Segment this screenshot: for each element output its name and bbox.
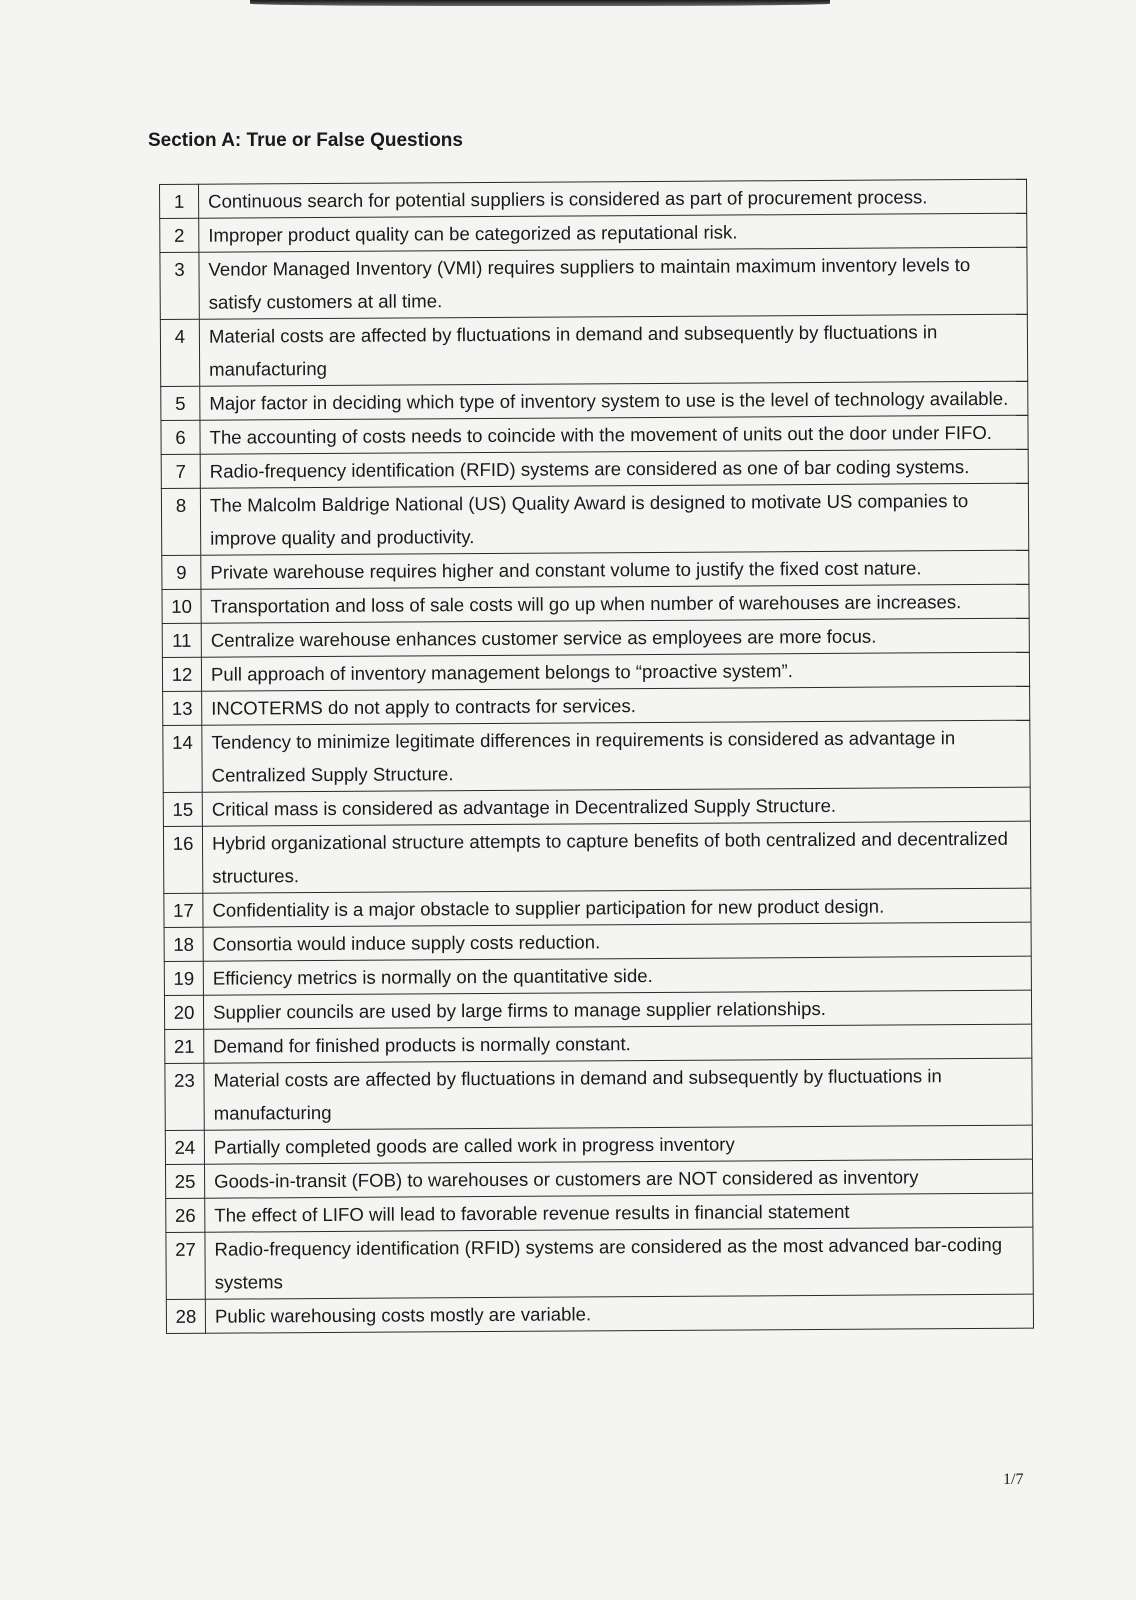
question-row: [160, 179, 1027, 218]
question-row: [166, 1193, 1033, 1232]
question-text: The effect of LIFO will lead to favorable revenue results in financial statement: [205, 1193, 1033, 1232]
question-number: 10: [162, 589, 201, 623]
question-number: 20: [164, 995, 203, 1029]
question-row: [160, 213, 1027, 252]
question-number: 25: [165, 1164, 204, 1198]
question-row: [162, 618, 1029, 657]
question-text: INCOTERMS do not apply to contracts for services.: [202, 686, 1030, 725]
question-number: 27: [166, 1232, 205, 1299]
question-row: [164, 888, 1031, 927]
question-row: [161, 483, 1028, 555]
question-text: Supplier councils are used by large firms to manage supplier relationships.: [203, 990, 1031, 1029]
question-number: 26: [166, 1198, 205, 1232]
question-number: 14: [163, 725, 202, 792]
questions-table: [159, 179, 1034, 1334]
question-row: [163, 821, 1030, 893]
question-row: [164, 922, 1031, 961]
question-text: Hybrid organizational structure attempts to capture benefits of both centralized and decentralized structures.: [202, 821, 1030, 893]
question-number: 11: [162, 623, 201, 657]
question-number: 24: [165, 1130, 204, 1164]
question-text: Pull approach of inventory management belongs to “proactive system”.: [201, 652, 1029, 691]
question-row: [163, 720, 1030, 792]
question-text: Transportation and loss of sale costs will go up when number of warehouses are increases.: [201, 584, 1029, 623]
question-number: 6: [161, 420, 200, 454]
page-top-edge: [250, 0, 830, 6]
question-row: [165, 1125, 1032, 1164]
question-text: Confidentiality is a major obstacle to supplier participation for new product design.: [203, 888, 1031, 927]
question-row: [161, 449, 1028, 488]
question-number: 7: [161, 454, 200, 488]
section-title: Section A: True or False Questions: [148, 130, 463, 151]
question-text: The Malcolm Baldrige National (US) Quality Award is designed to motivate US companies to improve quality and productivity.: [200, 483, 1028, 555]
question-row: [165, 1058, 1032, 1130]
question-row: [164, 956, 1031, 995]
question-text: Vendor Managed Inventory (VMI) requires suppliers to maintain maximum inventory levels to satisfy customers at all time.: [199, 247, 1027, 319]
question-number: 18: [164, 927, 203, 961]
question-number: 3: [160, 252, 199, 319]
question-text: Material costs are affected by fluctuations in demand and subsequently by fluctuations in manufacturing: [204, 1058, 1032, 1130]
question-text: Radio-frequency identification (RFID) systems are considered as the most advanced bar-coding systems: [205, 1227, 1033, 1299]
question-text: Tendency to minimize legitimate differences in requirements is considered as advantage in Centralized Supply Structure.: [202, 720, 1030, 792]
question-number: 21: [165, 1029, 204, 1063]
question-row: [160, 314, 1027, 386]
question-number: 5: [161, 386, 200, 420]
question-number: 19: [164, 961, 203, 995]
question-number: 4: [160, 319, 199, 386]
question-row: [166, 1294, 1033, 1333]
question-text: Material costs are affected by fluctuations in demand and subsequently by fluctuations in manufacturing: [199, 314, 1027, 386]
question-number: 9: [162, 555, 201, 589]
page-number: 1/7: [1003, 1471, 1024, 1488]
question-text: Major factor in deciding which type of inventory system to use is the level of technology available.: [200, 381, 1028, 420]
question-number: 2: [160, 218, 199, 252]
question-number: 8: [161, 488, 200, 555]
question-row: [162, 584, 1029, 623]
question-row: [162, 652, 1029, 691]
question-row: [161, 381, 1028, 420]
question-row: [162, 550, 1029, 589]
question-row: [165, 1024, 1032, 1063]
question-number: 17: [164, 893, 203, 927]
question-number: 28: [166, 1299, 205, 1333]
question-text: Efficiency metrics is normally on the quantitative side.: [203, 956, 1031, 995]
question-row: [163, 787, 1030, 826]
question-row: [161, 415, 1028, 454]
question-text: The accounting of costs needs to coincide with the movement of units out the door under FIFO.: [200, 415, 1028, 454]
question-text: Demand for finished products is normally constant.: [204, 1024, 1032, 1063]
question-row: [166, 1227, 1033, 1299]
question-text: Continuous search for potential suppliers is considered as part of procurement process.: [199, 179, 1027, 218]
question-text: Radio-frequency identification (RFID) systems are considered as one of bar coding systems.: [200, 449, 1028, 488]
question-row: [165, 1159, 1032, 1198]
question-text: Private warehouse requires higher and constant volume to justify the fixed cost nature.: [201, 550, 1029, 589]
question-number: 15: [163, 792, 202, 826]
question-text: Public warehousing costs mostly are variable.: [205, 1294, 1033, 1333]
question-text: Critical mass is considered as advantage in Decentralized Supply Structure.: [202, 787, 1030, 826]
question-row: [163, 686, 1030, 725]
question-text: Consortia would induce supply costs reduction.: [203, 922, 1031, 961]
question-number: 13: [163, 691, 202, 725]
question-text: Partially completed goods are called work in progress inventory: [204, 1125, 1032, 1164]
question-text: Improper product quality can be categorized as reputational risk.: [199, 213, 1027, 252]
question-row: [160, 247, 1027, 319]
question-number: 16: [163, 826, 202, 893]
question-text: Goods-in-transit (FOB) to warehouses or customers are NOT considered as inventory: [204, 1159, 1032, 1198]
questions-table-body: [160, 179, 1034, 1333]
question-number: 23: [165, 1063, 204, 1130]
question-text: Centralize warehouse enhances customer service as employees are more focus.: [201, 618, 1029, 657]
question-number: 1: [160, 184, 199, 218]
question-row: [164, 990, 1031, 1029]
question-number: 12: [162, 657, 201, 691]
